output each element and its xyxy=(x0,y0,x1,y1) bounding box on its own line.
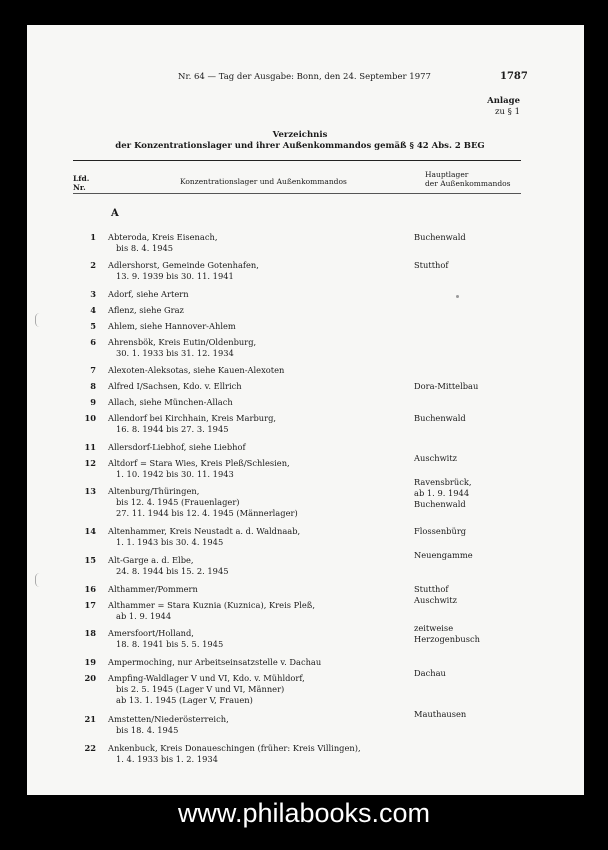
entry-number: 7 xyxy=(90,365,96,375)
entry-number: 18 xyxy=(84,628,96,638)
entry-location: Alexoten-Aleksotas, siehe Kauen-Alexoten xyxy=(108,365,285,375)
entry-location: Abteroda, Kreis Eisenach, xyxy=(108,232,218,242)
annex-reference: zu § 1 xyxy=(494,107,520,117)
entry-period: 1. 4. 1933 bis 1. 2. 1934 xyxy=(116,754,218,764)
punch-mark xyxy=(35,573,44,587)
annex-label: Anlage xyxy=(487,96,520,106)
entry-period: bis 8. 4. 1945 xyxy=(116,243,174,253)
entry-main-camp: Auschwitz xyxy=(414,453,458,463)
entry-location: Alfred I/Sachsen, Kdo. v. Ellrich xyxy=(108,381,242,391)
entry-location: Alt-Garge a. d. Elbe, xyxy=(108,555,194,565)
entry-number: 12 xyxy=(84,458,96,468)
entry-number: 3 xyxy=(90,289,96,299)
entry-location: Allersdorf-Liebhof, siehe Liebhof xyxy=(108,442,246,452)
column-camps-label: Konzentrationslager und Außenkommandos xyxy=(180,177,347,186)
entry-location: Altdorf = Stara Wies, Kreis Pleß/Schlesien, xyxy=(108,458,290,468)
entry-period: 1. 10. 1942 bis 30. 11. 1943 xyxy=(116,469,234,479)
entry-number: 8 xyxy=(90,381,96,391)
entry-location: Ankenbuck, Kreis Donaueschingen (früher: Kreis Villingen), xyxy=(108,743,361,753)
entry-main-camp: Herzogenbusch xyxy=(414,634,480,644)
entry-period: 27. 11. 1944 bis 12. 4. 1945 (Männerlager) xyxy=(116,508,298,518)
entry-period: bis 2. 5. 1945 (Lager V und VI, Männer) xyxy=(116,684,285,694)
entry-location: Altenburg/Thüringen, xyxy=(108,486,200,496)
document-title: Verzeichnis xyxy=(272,130,328,140)
entry-number: 20 xyxy=(84,673,96,683)
entry-location: Aflenz, siehe Graz xyxy=(108,305,184,315)
column-main-camp-label: Hauptlager xyxy=(425,170,469,179)
entry-number: 6 xyxy=(90,337,96,347)
entry-location: Althammer/Pommern xyxy=(108,584,198,594)
entry-location: Amersfoort/Holland, xyxy=(108,628,194,638)
entry-period: 13. 9. 1939 bis 30. 11. 1941 xyxy=(116,271,234,281)
entry-period: 24. 8. 1944 bis 15. 2. 1945 xyxy=(116,566,229,576)
entry-period: bis 12. 4. 1945 (Frauenlager) xyxy=(116,497,240,507)
entry-location: Altenhammer, Kreis Neustadt a. d. Waldnaab, xyxy=(108,526,301,536)
entry-period: ab 1. 9. 1944 xyxy=(116,611,172,621)
punch-mark xyxy=(35,313,44,327)
entry-main-camp: Flossenbürg xyxy=(414,526,467,536)
entry-number: 4 xyxy=(90,305,96,315)
issue-line: Nr. 64 — Tag der Ausgabe: Bonn, den 24. September 1977 xyxy=(178,72,431,82)
header-rule-top xyxy=(73,160,521,161)
entry-location: Althammer = Stara Kuznia (Kuznica), Kreis Pleß, xyxy=(108,600,315,610)
entry-number: 10 xyxy=(84,413,96,423)
entry-number: 21 xyxy=(84,714,96,724)
entry-number: 19 xyxy=(84,657,96,667)
entry-location: Adlershorst, Gemeinde Gotenhafen, xyxy=(108,260,259,270)
entry-location: Ampfing-Waldlager V und VI, Kdo. v. Mühldorf, xyxy=(108,673,305,683)
entry-number: 16 xyxy=(84,584,96,594)
entry-main-camp: Buchenwald xyxy=(414,232,466,242)
entry-main-camp: Neuengamme xyxy=(414,550,473,560)
entry-location: Ahrensbök, Kreis Eutin/Oldenburg, xyxy=(108,337,257,347)
header-rule-bottom xyxy=(73,193,521,194)
entry-period: 16. 8. 1944 bis 27. 3. 1945 xyxy=(116,424,229,434)
entry-main-camp: Buchenwald xyxy=(414,499,466,509)
entry-number: 17 xyxy=(84,600,96,610)
entry-location: Ampermoching, nur Arbeitseinsatzstelle v. Dachau xyxy=(108,657,322,667)
entry-number: 11 xyxy=(84,442,96,452)
entry-location: Adorf, siehe Artern xyxy=(108,289,189,299)
entry-period: 30. 1. 1933 bis 31. 12. 1934 xyxy=(116,348,234,358)
entry-number: 1 xyxy=(90,232,96,242)
column-main-camp-label-2: der Außenkommandos xyxy=(425,179,511,188)
entry-number: 9 xyxy=(90,397,96,407)
entry-location: Ahlem, siehe Hannover-Ahlem xyxy=(108,321,236,331)
entry-period: 18. 8. 1941 bis 5. 5. 1945 xyxy=(116,639,224,649)
entry-main-camp: Mauthausen xyxy=(414,709,467,719)
entry-period: 1. 1. 1943 bis 30. 4. 1945 xyxy=(116,537,224,547)
section-letter: A xyxy=(111,208,119,219)
entry-number: 13 xyxy=(84,486,96,496)
entry-period: ab 13. 1. 1945 (Lager V, Frauen) xyxy=(116,695,253,705)
entry-number: 22 xyxy=(84,743,96,753)
entry-main-camp: Buchenwald xyxy=(414,413,466,423)
document-subtitle: der Konzentrationslager und ihrer Außenkommandos gemäß § 42 Abs. 2 BEG xyxy=(115,141,485,151)
entry-main-camp: Auschwitz xyxy=(414,595,458,605)
entry-main-camp: Dora-Mittelbau xyxy=(414,381,479,391)
entry-main-camp: Stutthof xyxy=(414,260,449,270)
entry-main-camp: Dachau xyxy=(414,668,446,678)
entry-location: Allendorf bei Kirchhain, Kreis Marburg, xyxy=(108,413,277,423)
watermark: www.philabooks.com xyxy=(177,798,431,828)
entry-main-camp: ab 1. 9. 1944 xyxy=(414,488,470,498)
entry-main-camp: Stutthof xyxy=(414,584,449,594)
entry-main-camp: zeitweise xyxy=(414,623,454,633)
entry-number: 2 xyxy=(90,260,96,270)
entry-number: 15 xyxy=(84,555,96,565)
column-number-label-2: Nr. xyxy=(73,183,86,192)
column-number-label: Lfd. xyxy=(73,174,90,183)
entry-location: Amstetten/Niederösterreich, xyxy=(108,714,229,724)
entry-number: 5 xyxy=(90,321,96,331)
entry-location: Allach, siehe München-Allach xyxy=(108,397,233,407)
entry-main-camp: Ravensbrück, xyxy=(414,477,472,487)
entry-period: bis 18. 4. 1945 xyxy=(116,725,179,735)
page-number: 1787 xyxy=(500,71,528,82)
entry-number: 14 xyxy=(84,526,96,536)
paper-speck xyxy=(456,295,459,298)
